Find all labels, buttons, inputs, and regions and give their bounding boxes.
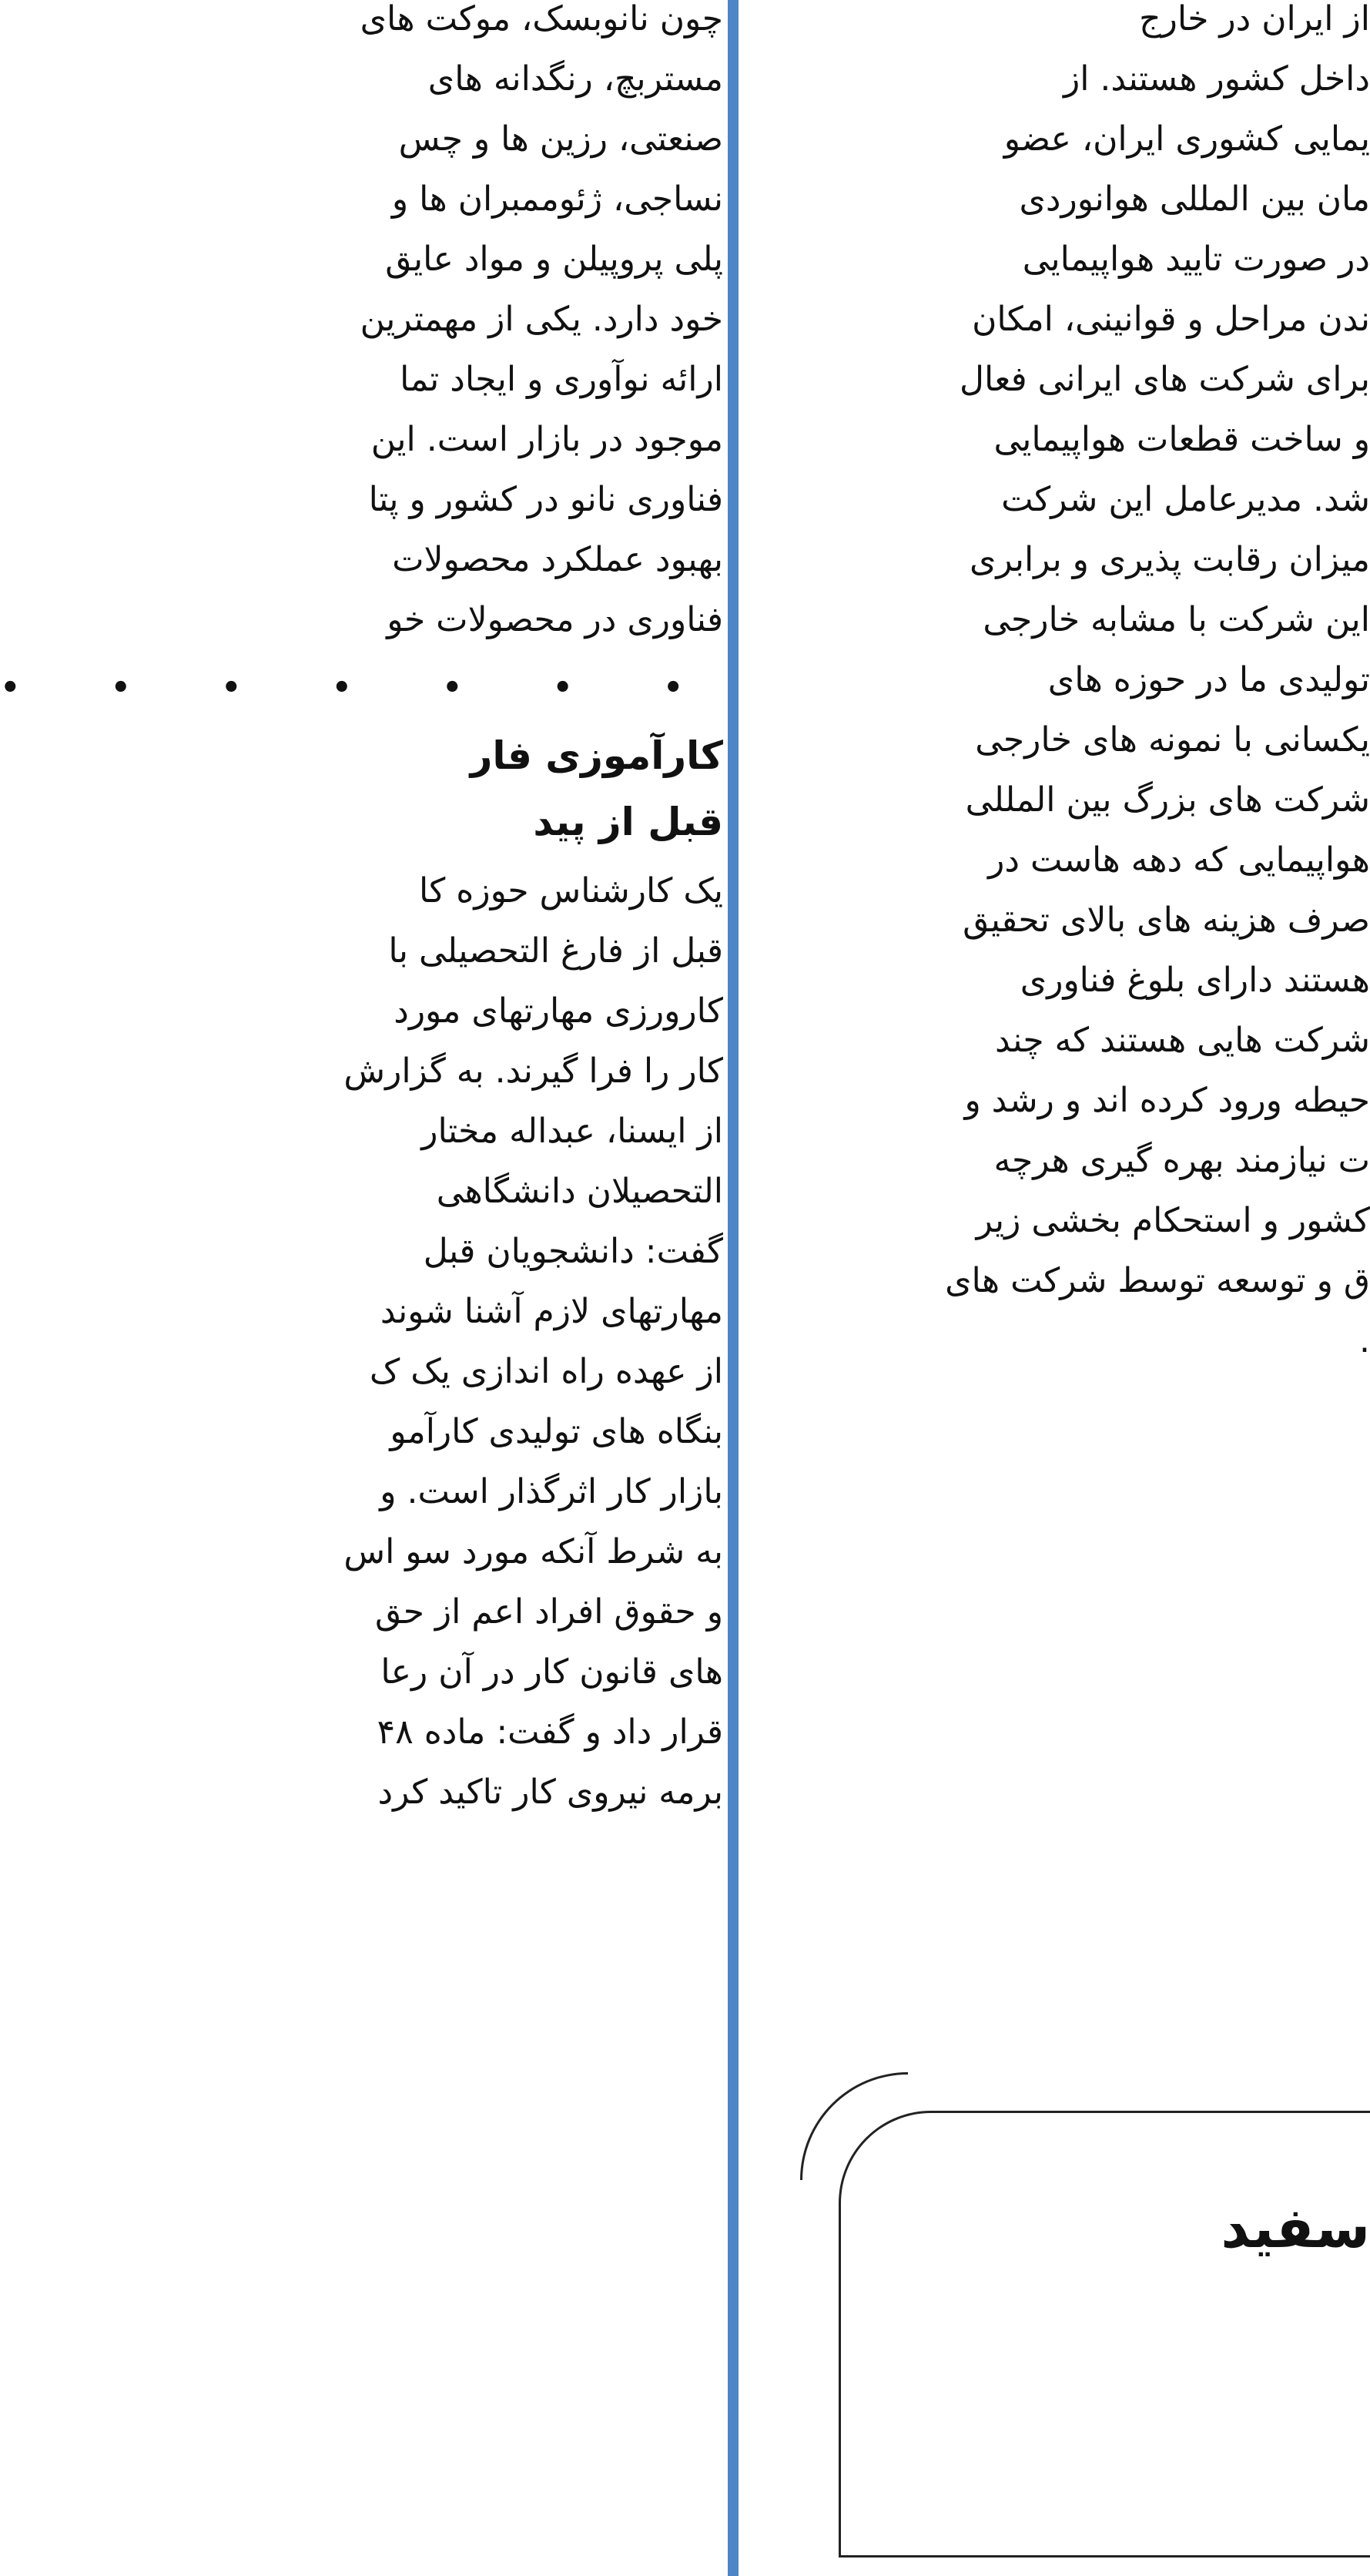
text-line: کشور و استحکام بخشی زیر	[976, 1201, 1370, 1240]
section-separator: • • • • • • •	[0, 670, 723, 706]
text-line: موجود در بازار است. این	[370, 420, 723, 459]
text-line: هواپیمایی که دهه هاست در	[988, 840, 1370, 880]
text-line: هستند دارای بلوغ فناوری	[1020, 961, 1370, 1000]
text-line: های قانون کار در آن رعا	[380, 1652, 723, 1692]
text-line: یمایی کشوری ایران، عضو	[1003, 119, 1370, 159]
text-line: شرکت هایی هستند که چند	[995, 1021, 1370, 1060]
text-line: میزان رقابت پذیری و برابری	[969, 540, 1370, 579]
text-line: گفت: دانشجویان قبل	[423, 1232, 723, 1271]
text-line: شرکت های بزرگ بین المللی	[965, 780, 1370, 820]
text-line: چون نانوبسک، موکت های	[360, 0, 723, 39]
text-line: .	[1359, 1321, 1370, 1360]
text-line: ارائه نوآوری و ایجاد تما	[400, 360, 723, 399]
text-line: این شرکت با مشابه خارجی	[983, 600, 1370, 639]
headline-line: قبل از پید	[533, 800, 723, 844]
text-line: ق و توسعه توسط شرکت های	[945, 1261, 1370, 1300]
text-line: صنعتی، رزین ها و چس	[398, 119, 723, 159]
text-line: صرف هزینه های بالای تحقیق	[963, 901, 1370, 940]
boxed-section	[839, 2111, 1370, 2558]
text-line: فناوری در محصولات خو	[387, 600, 723, 639]
text-line: کارورزی مهارتهای مورد	[394, 991, 723, 1031]
text-line: بنگاه های تولیدی کارآمو	[390, 1412, 723, 1451]
text-line: پلی پروپیلن و مواد عایق	[385, 240, 723, 279]
text-line: در صورت تایید هواپیمایی	[1022, 240, 1370, 279]
text-line: خود دارد. یکی از مهمترین	[360, 300, 723, 339]
text-line: مستربچ، رنگدانه های	[427, 59, 723, 99]
text-line: داخل کشور هستند. از	[1063, 59, 1370, 99]
text-line: بازار کار اثرگذار است. و	[380, 1472, 723, 1511]
text-line: ت نیازمند بهره گیری هرچه	[993, 1141, 1370, 1180]
text-line: و حقوق افراد اعم از حق	[375, 1592, 723, 1632]
text-line: کار را فرا گیرند. به گزارش	[343, 1052, 723, 1091]
left-paragraph-1	[215, 0, 723, 650]
text-line: قبل از فارغ التحصیلی با	[388, 931, 723, 971]
text-line: از ایسنا، عبداله مختار	[421, 1112, 723, 1151]
text-line: و ساخت قطعات هواپیمایی	[993, 420, 1370, 459]
column-divider	[728, 0, 739, 2576]
right-column	[754, 0, 1370, 1941]
text-line: حیطه ورود کرده اند و رشد و	[964, 1081, 1370, 1120]
text-line: یکسانی با نمونه های خارجی	[975, 720, 1370, 760]
headline	[215, 723, 723, 855]
box-title: سفید	[1221, 2195, 1370, 2260]
text-line: بهبود عملکرد محصولات	[392, 540, 723, 579]
text-line: ندن مراحل و قوانینی، امکان	[972, 300, 1370, 339]
text-line: یک کارشناس حوزه کا	[418, 871, 723, 911]
text-line: از عهده راه اندازی یک ک	[369, 1352, 723, 1391]
text-line: فناوری نانو در کشور و پتا	[368, 480, 723, 519]
text-line: شد. مدیرعامل این شرکت	[1001, 480, 1370, 519]
text-line: برمه نیروی کار تاکید کرد	[377, 1773, 723, 1812]
text-line: قرار داد و گفت: ماده ۴۸	[377, 1712, 723, 1752]
text-line: مان بین المللی هوانوردی	[1019, 179, 1370, 219]
text-line: التحصیلان دانشگاهی	[436, 1172, 723, 1211]
text-line: برای شرکت های ایرانی فعال	[959, 360, 1370, 399]
left-paragraph-2	[215, 861, 723, 1823]
right-paragraph	[754, 0, 1370, 1371]
text-line: به شرط آنکه مورد سو اس	[343, 1532, 723, 1571]
text-line: مهارتهای لازم آشنا شوند	[380, 1292, 723, 1331]
text-line: از ایران در خارج	[1139, 0, 1370, 39]
text-line: نساجی، ژئوممبران ها و	[391, 179, 723, 219]
headline-line: کارآموزی فار	[470, 733, 723, 778]
text-line: تولیدی ما در حوزه های	[1047, 660, 1370, 699]
